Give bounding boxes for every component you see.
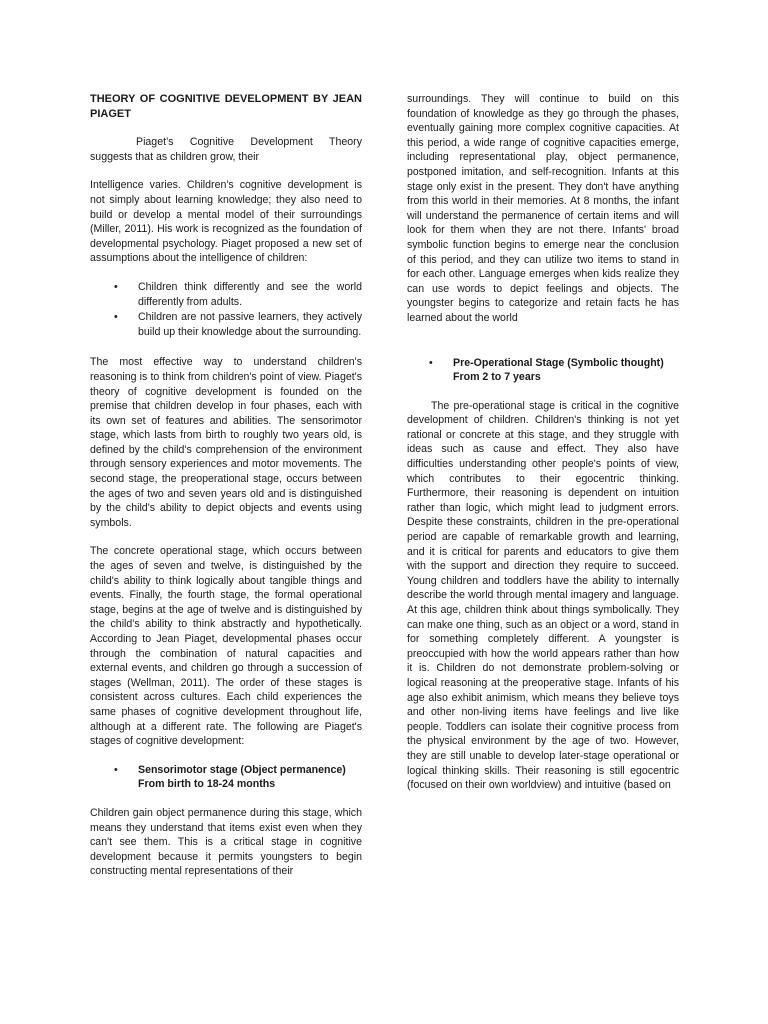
stage-heading-sensorimotor bbox=[90, 763, 362, 792]
stage-heading-preoperational bbox=[407, 356, 679, 385]
paragraph-preoperational: The pre-operational stage is critical in the cognitive development of children. Children's thinking is not yet rational or concrete at this stage, and they struggle with ideas such as cause and effect. They also have difficulties understanding other people's points of view, which contributes to their egocentric thinking. Furthermore, their reasoning is dependent on intuition rather than logic, which might lead to judgment errors. Despite these constraints, children in the pre-operational period are capable of remarkable growth and learning, and it is critical for parents and educators to give them with the support and direction they require to succeed. Young children and toddlers have the ability to internally describe the world through mental imagery and language. At this age, children think about things symbolically. They can make one thing, such as an object or a word, stand in for something completely different. A youngster is preoccupied with how the world appears rather than how it is. Children do not demonstrate problem-solving or logical reasoning at the preoperative stage. Infants of his age also exhibit animism, which means they believe toys and other non-living items have feelings and live like people. Toddlers can isolate their cognitive process from the physical environment by the age of two. However, they are still unable to develop later-stage operational or logical thinking skills. Their reasoning is still egocentric (focused on their own worldview) and intuitive (based on bbox=[407, 399, 679, 792]
list-item-text: Children are not passive learners, they actively build up their knowledge about the surrounding. bbox=[138, 311, 362, 338]
bullet-icon: • bbox=[114, 763, 118, 776]
list-item bbox=[90, 310, 362, 339]
list-item bbox=[90, 280, 362, 309]
paragraph-object-permanence: Children gain object permanence during this stage, which means they understand that items exist even when they can't see them. This is a critical stage in cognitive development because it permits youngsters to begin constructing mental representations of their bbox=[90, 806, 362, 878]
left-column bbox=[90, 92, 362, 893]
paragraph-four-phases: The most effective way to understand children's reasoning is to think from children's point of view. Piaget's theory of cognitive development is founded on the premise that children develop in four phases, each with its own set of features and abilities. The sensorimotor stage, which lasts from birth to roughly two years old, is defined by the child's comprehension of the environment through sensory experiences and motor movements. The second stage, the preoperational stage, occurs between the ages of two and seven years old and is distinguished by the child's ability to depict objects and events using symbols. bbox=[90, 356, 362, 529]
bullet-icon: • bbox=[114, 311, 118, 324]
paragraph-intelligence: Intelligence varies. Children's cognitive development is not simply about learning knowledge; they also need to build or develop a mental model of their surroundings (Miller, 2011). His work is recognized as the foundation of developmental psychology. Piaget proposed a new set of assumptions about the intelligence of children: bbox=[90, 179, 362, 265]
intro-paragraph: Piaget’s Cognitive Development Theory suggests that as children grow, their bbox=[90, 136, 362, 163]
paragraph-sensorimotor-continued: surroundings. They will continue to build on this foundation of knowledge as they go through the phases, eventually gaining more complex cognitive capacities. At this period, a wide range of cognitive capacities emerge, including representational play, object permanence, postponed imitation, and self-recognition. Infants at this stage only exist in the present. They don't have anything from this world in their memories. At 8 months, the infant will understand the permanence of certain items and will look for them when they are not there. Infants' broad symbolic function begins to emerge near the conclusion of this period, and they can utilize two items to stand in for each other. Language emerges when kids realize they can use words to depict feelings and objects. The youngster begins to categorize and retain facts he has learned about the world bbox=[407, 93, 679, 324]
bullet-icon: • bbox=[429, 356, 433, 369]
right-column bbox=[407, 92, 679, 807]
document-title: THEORY OF COGNITIVE DEVELOPMENT BY JEAN PIAGET bbox=[90, 93, 362, 120]
stage-heading-text: Sensorimotor stage (Object permanence) From birth to 18-24 months bbox=[138, 763, 346, 791]
stage-heading-text: Pre-Operational Stage (Symbolic thought) From 2 to 7 years bbox=[453, 356, 664, 384]
bullet-icon: • bbox=[114, 280, 118, 293]
list-item-text: Children think differently and see the world differently from adults. bbox=[138, 280, 362, 308]
paragraph-concrete-stage: The concrete operational stage, which occurs between the ages of seven and twelve, is distinguished by the child's ability to think logically about tangible things and events. Finally, the fourth stage, the formal operational stage, begins at the age of twelve and is distinguished by the child's ability to think abstractly and hypothetically. According to Jean Piaget, developmental phases occur through the combination of natural capacities and external events, and children go through a succession of stages (Wellman, 2011). The order of these stages is consistent across cultures. Each child experiences the same phases of cognitive development throughout life, although at a different rate. The following are Piaget's stages of cognitive development: bbox=[90, 545, 362, 748]
assumptions-list bbox=[90, 280, 362, 339]
